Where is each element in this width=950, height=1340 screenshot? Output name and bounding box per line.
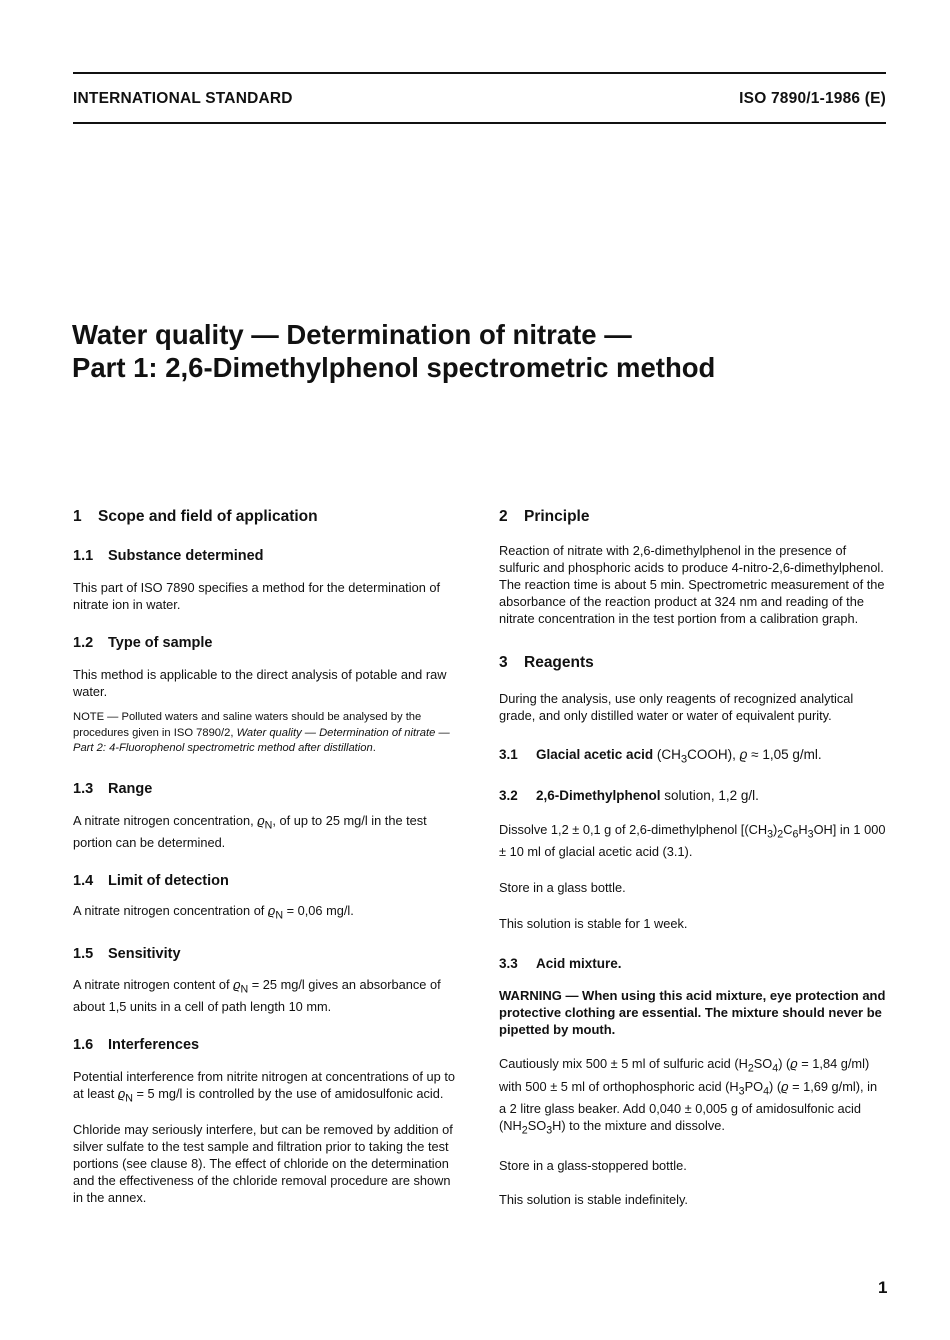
section-1-2-heading: 1.2 Type of sample <box>73 635 213 651</box>
section-1-heading: 1 Scope and field of application <box>73 508 318 525</box>
section-3-1-heading: 3.1 Glacial acetic acid $(CH_3COOH)$, ϱ ≈ 1,05 g/ml. <box>499 747 822 766</box>
header-rule <box>73 122 886 124</box>
section-3-2-text-3: This solution is stable for 1 week. <box>499 916 688 932</box>
section-1-6-text-2: Chloride may seriously interfere, but can be removed by addition of silver sulfate to the test sample and filtration prior to taking the test portions (see clause 8). The effect of chloride on the determination and the effectiveness of the chloride removal procedure are shown in the annex. <box>73 1121 453 1205</box>
top-rule <box>73 72 886 74</box>
section-1-5-heading: 1.5 Sensitivity <box>73 945 181 962</box>
section-2-text: Reaction of nitrate with 2,6-dimethylphenol in the presence of sulfuric and phosphoric acids to produce 4-nitro-2,6-dimethylphenol. The reaction time is about 5 min. Spectrometric measurement of the absorbance of the reaction product at 324 nm and reading of the nitrate concentration in the test portion from a calibration graph. <box>499 543 885 626</box>
section-1-3-text: A nitrate nitrogen concentration, $ϱ_N$, of up to 25 mg/l in the test portion can be determined. <box>73 812 427 851</box>
section-1-1-text: This part of ISO 7890 specifies a method for the determination of nitrate ion in water. <box>73 580 441 612</box>
right-column <box>499 508 887 1208</box>
header-right: ISO 7890/1-1986 (E) <box>739 90 886 107</box>
section-1-3-heading: 1.3 Range <box>73 780 153 797</box>
section-1-6-text-1: Potential interference from nitrite nitrogen at concentrations of up to at least $ϱ_N = 5$ mg/l is controlled by the use of amidosulfonic acid. <box>73 1069 455 1105</box>
section-3-heading: 3 Reagents <box>499 654 594 671</box>
section-3-text: During the analysis, use only reagents of recognized analytical grade, and only distilled water or water of equivalent purity. <box>499 691 854 723</box>
section-3-3-warning: WARNING — When using this acid mixture, eye protection and protective clothing are essential. The mixture should never be pipetted by mouth. <box>499 988 886 1038</box>
section-1-2-text: This method is applicable to the direct analysis of potable and raw water. <box>73 667 447 699</box>
section-1-2-note: NOTE — Polluted waters and saline waters should be analysed by the procedures given in ISO 7890/2, Water quality — Determination of nitrate — Part 2: 4-Fluorophenol spectrometric method after distillation. <box>73 711 450 754</box>
section-3-3-heading: 3.3 Acid mixture. <box>499 956 622 972</box>
document-title <box>72 318 715 384</box>
section-1-4-text: A nitrate nitrogen concentration of $ϱ_N = 0,06$ mg/l. <box>73 903 354 922</box>
page-number: 1 <box>878 1278 888 1297</box>
left-column <box>73 508 461 1206</box>
section-1-6-heading: 1.6 Interferences <box>73 1037 200 1054</box>
section-1-1-heading: 1.1 Substance determined <box>73 548 264 564</box>
section-2-heading: 2 Principle <box>499 508 590 525</box>
header-left: INTERNATIONAL STANDARD <box>73 90 293 107</box>
title-line-1: Water quality — Determination of nitrate — <box>72 319 632 350</box>
section-3-3-text-3: This solution is stable indefinitely. <box>499 1191 688 1207</box>
section-3-3-text-1: Cautiously mix 500 ± 5 ml of sulfuric acid $(H_2SO_4) (ϱ = 1,84$ g/ml) with 500 ± 5 ml of orthophosphoric acid $(H_3PO_4) (ϱ = 1,69$ g/ml), in a 2 litre glass beaker. Add 0,040 ± 0,005 g of amidosulfonic acid $(NH_2SO_3H)$ to the mixture and dissolve. <box>499 1056 878 1137</box>
section-3-3-text-2: Store in a glass-stoppered bottle. <box>499 1157 687 1173</box>
section-3-2-text-1: Dissolve 1,2 ± 0,1 g of 2,6-dimethylphenol $[(CH_3)_2C_6H_3OH]$ in 1 000 ± 10 ml of glacial acetic acid (3.1). <box>499 821 886 860</box>
section-1-5-text: A nitrate nitrogen content of $ϱ_N = 25$ mg/l gives an absorbance of about 1,5 units in a cell of path length 10 mm. <box>73 976 441 1015</box>
title-line-2: Part 1: 2,6-Dimethylphenol spectrometric method <box>72 352 716 383</box>
section-3-2-heading: 3.2 2,6-Dimethylphenol solution, 1,2 g/l. <box>499 787 759 803</box>
section-1-4-heading: 1.4 Limit of detection <box>73 873 229 890</box>
section-3-2-text-2: Store in a glass bottle. <box>499 880 626 896</box>
